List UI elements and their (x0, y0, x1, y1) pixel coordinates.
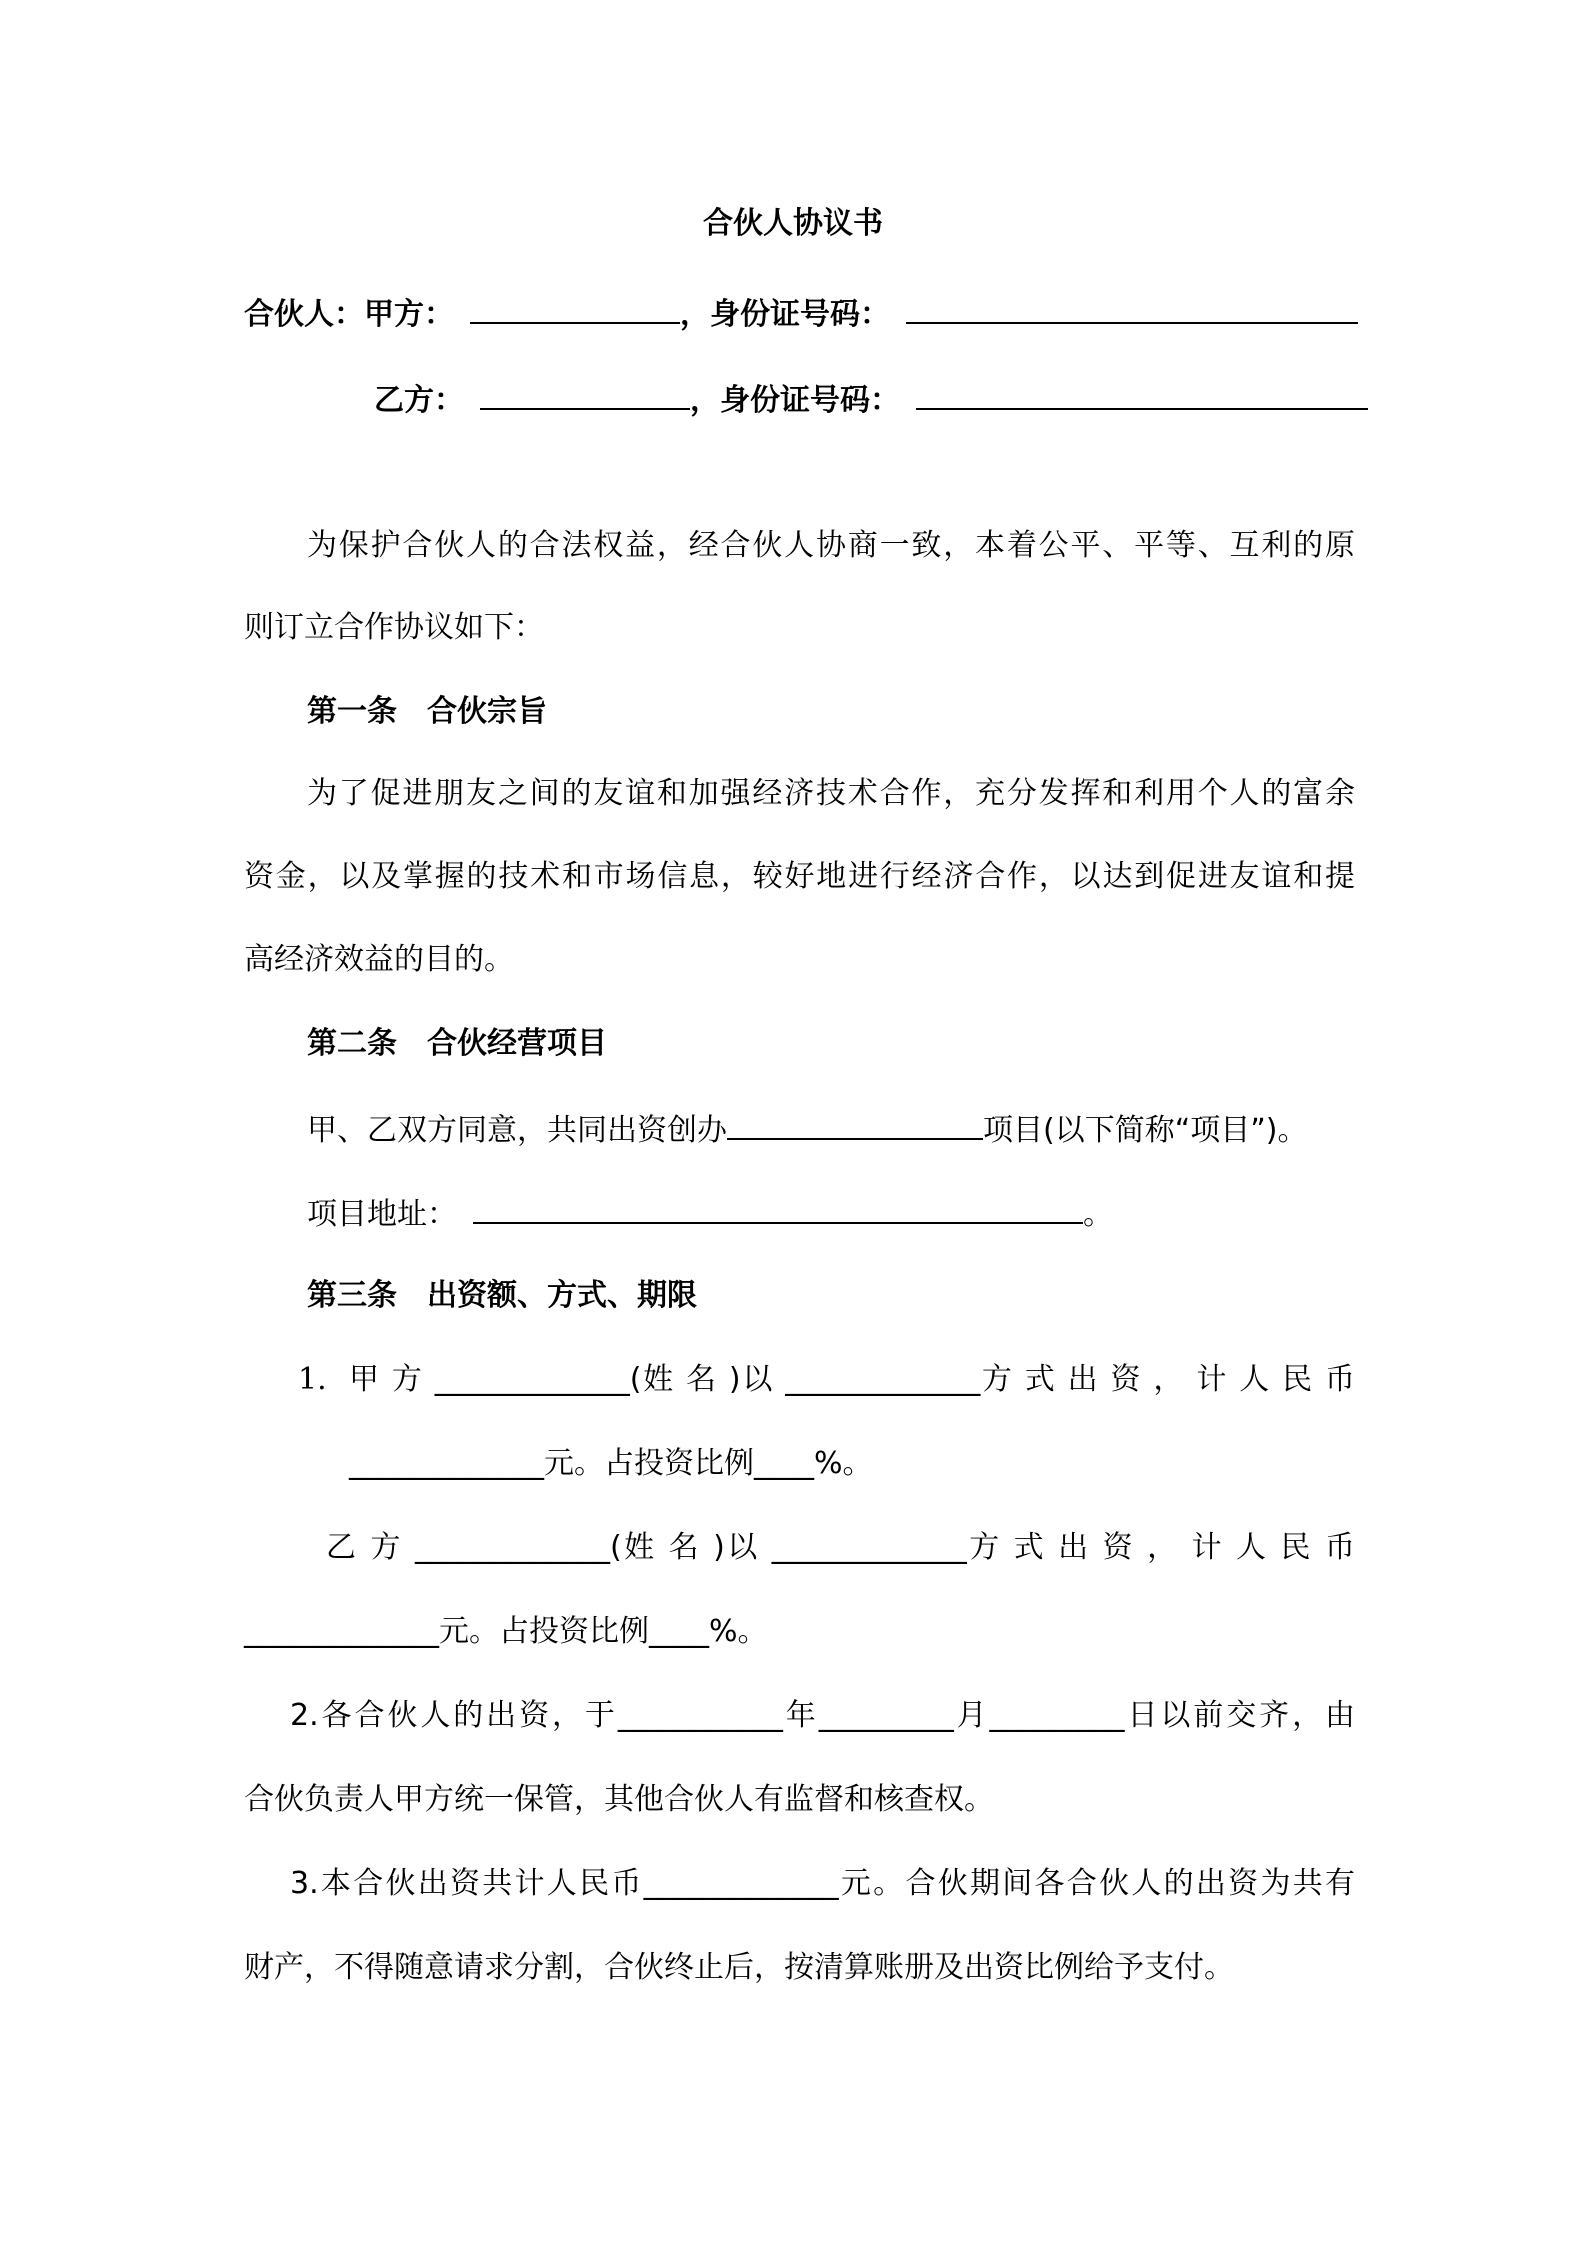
article-1-heading: 第一条 合伙宗旨 (307, 694, 547, 729)
intro-line-1: 为保护合伙人的合法权益，经合伙人协商一致，本着公平、平等、互利的原 (307, 528, 1355, 563)
party-b-label: 乙方： (374, 383, 464, 418)
party-b-name-blank[interactable] (480, 378, 690, 410)
project-address-blank[interactable] (473, 1192, 1083, 1224)
project-prefix: 甲、乙双方同意，共同出资创办 (307, 1113, 727, 1148)
item-3-line-2: 财产，不得随意请求分割，合伙终止后，按清算账册及出资比例给予支付。 (244, 1950, 1234, 1985)
party-b-contribution-line-2: _____________元。占投资比例____%。 (244, 1614, 768, 1649)
party-a-id-label: ，身份证号码： (680, 297, 890, 332)
item-2-line-1: 2.各合伙人的出资，于___________年_________月_________日以前交齐，由 (290, 1698, 1355, 1733)
project-suffix: 项目(以下简称“项目”)。 (983, 1113, 1308, 1148)
party-b-contribution-line-1: 乙 方 _____________(姓 名 )以 _____________方 式 出 资 ， 计 人 民 币 (326, 1530, 1355, 1565)
article-1-line-3: 高经济效益的目的。 (244, 942, 514, 977)
intro-line-2: 则订立合作协议如下： (244, 610, 544, 645)
item-1-number: 1. (298, 1362, 327, 1397)
party-a-row (244, 292, 1358, 332)
party-a-contribution-line-2: _____________元。占投资比例____%。 (349, 1446, 873, 1481)
article-1-line-1: 为了促进朋友之间的友谊和加强经济技术合作，充分发挥和利用个人的富余 (307, 776, 1355, 811)
party-b-id-label: ，身份证号码： (690, 383, 900, 418)
party-a-name-blank[interactable] (470, 292, 680, 324)
article-2-line-1 (307, 1108, 1308, 1148)
party-a-label: 甲方： (364, 297, 454, 332)
party-a-contribution-line-1: 甲 方 _____________(姓 名 )以 _____________方 式 出 资 ， 计 人 民 币 (349, 1362, 1355, 1397)
article-1-line-2: 资金，以及掌握的技术和市场信息，较好地进行经济合作，以达到促进友谊和提 (244, 859, 1355, 894)
article-3-heading: 第三条 出资额、方式、期限 (307, 1278, 697, 1313)
article-2-line-2 (307, 1192, 1113, 1232)
item-2-line-2: 合伙负责人甲方统一保管，其他合伙人有监督和核查权。 (244, 1782, 994, 1817)
item-3-line-1: 3.本合伙出资共计人民币_____________元。合伙期间各合伙人的出资为共有 (290, 1866, 1355, 1901)
article-2-heading: 第二条 合伙经营项目 (307, 1026, 607, 1061)
party-b-id-blank[interactable] (916, 378, 1368, 410)
party-a-id-blank[interactable] (906, 292, 1358, 324)
document-title: 合伙人协议书 (703, 206, 883, 241)
project-address-suffix: 。 (1083, 1197, 1113, 1232)
party-b-row (374, 378, 1368, 418)
partner-label: 合伙人： (244, 297, 364, 332)
project-address-label: 项目地址： (307, 1197, 457, 1232)
project-name-blank[interactable] (727, 1108, 983, 1140)
